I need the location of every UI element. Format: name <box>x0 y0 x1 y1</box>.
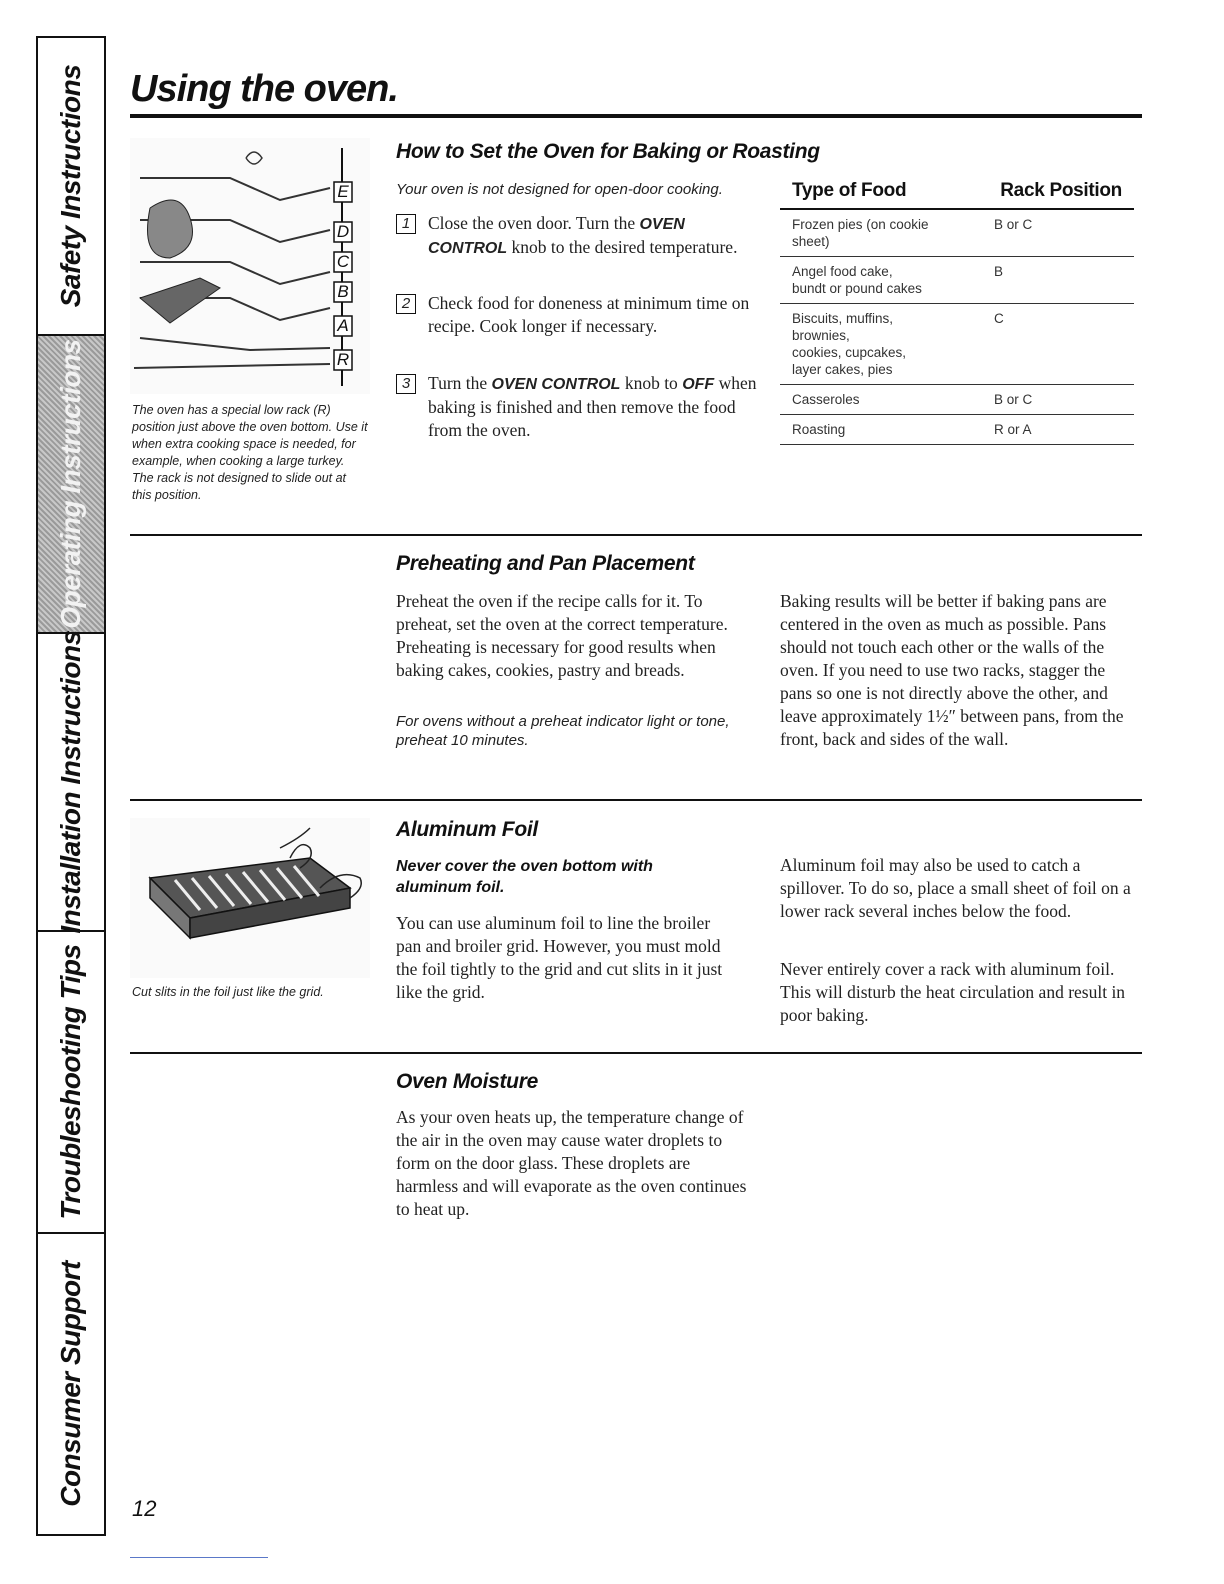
step-2: 2 Check food for doneness at minimum time on recipe. Cook longer if necessary. <box>396 292 756 362</box>
table-row <box>780 209 1134 257</box>
step-number: 1 <box>396 214 416 234</box>
oven-figure-caption: The oven has a special low rack (R) position just above the oven bottom. Use it when extra cooking space is needed, for example, when cooking a large turkey. The rack is not designed to slide out at this position. <box>132 403 368 502</box>
table-row <box>780 257 1134 304</box>
rack-cell: B or C <box>942 385 1134 415</box>
step-3: 3 Turn the OVEN CONTROL knob to OFF when baking is finished and then remove the food from the oven. <box>396 372 756 442</box>
rack-position-table <box>780 180 1134 445</box>
rack-letter-c: C <box>336 252 350 271</box>
table-row <box>780 304 1134 385</box>
preheating-text: Preheat the oven if the recipe calls for it. To preheat, set the oven at the correct temperature. Preheating is necessary for good results when baking cakes, cookies, pastry and breads. <box>396 591 728 680</box>
rack-letter-e: E <box>337 182 349 201</box>
moisture-heading: Oven Moisture <box>396 1070 538 1093</box>
rack-letter-d: D <box>336 222 350 241</box>
section-divider <box>130 534 1142 536</box>
tab-troubleshooting-tips[interactable] <box>38 932 104 1234</box>
rack-cell: B <box>942 257 1134 304</box>
table-row <box>780 415 1134 445</box>
off-keyword: OFF <box>682 376 715 393</box>
col-rack-position: Rack Position <box>942 180 1134 209</box>
footer-line <box>130 1557 268 1558</box>
baking-note: Your oven is not designed for open-door cooking. <box>396 181 723 198</box>
rack-letter-b: B <box>337 282 349 301</box>
title-rule <box>130 114 1142 118</box>
rack-cell: B or C <box>942 209 1134 257</box>
preheating-heading: Preheating and Pan Placement <box>396 552 695 575</box>
col-type-of-food: Type of Food <box>780 180 942 209</box>
section-divider <box>130 799 1142 801</box>
tab-label: Troubleshooting Tips <box>55 944 86 1220</box>
tab-label: Safety Instructions <box>55 64 86 308</box>
food-cell: Roasting <box>780 415 942 445</box>
foil-warning: Never cover the oven bottom with aluminum foil. <box>396 858 653 896</box>
sidebar-tabs <box>36 36 106 1536</box>
tab-label: Installation Instructions <box>55 630 86 934</box>
rack-cell: R or A <box>942 415 1134 445</box>
foil-text: You can use aluminum foil to line the broiler pan and broiler grid. However, you must mold the foil tightly to the grid and cut slits in it just like the grid. <box>396 913 723 1002</box>
page-number: 12 <box>132 1496 157 1521</box>
tab-consumer-support[interactable] <box>38 1234 104 1534</box>
oven-control-keyword: OVEN CONTROL <box>428 216 685 257</box>
rack-letter-a: A <box>337 316 349 335</box>
step-number: 3 <box>396 374 416 394</box>
oven-control-keyword: OVEN CONTROL <box>491 376 621 393</box>
foil-rack-warning-text: Never entirely cover a rack with aluminum foil. This will disturb the heat circulation and result in poor baking. <box>780 959 1126 1025</box>
tab-label: Consumer Support <box>55 1261 86 1507</box>
tab-safety-instructions[interactable] <box>38 38 104 336</box>
preheating-note: For ovens without a preheat indicator light or tone, preheat 10 minutes. <box>396 713 730 749</box>
step-1: 1 Close the oven door. Turn the OVEN CONTROL knob to the desired temperature. <box>396 212 756 282</box>
food-cell: Casseroles <box>780 385 942 415</box>
tab-installation-instructions[interactable] <box>38 630 104 934</box>
broiler-pan-foil-illustration <box>130 818 370 978</box>
foil-figure-caption: Cut slits in the foil just like the grid. <box>132 985 324 999</box>
page-title: Using the oven. <box>130 68 398 110</box>
food-cell: Angel food cake, bundt or pound cakes <box>780 257 942 304</box>
tab-operating-instructions[interactable] <box>38 336 104 634</box>
food-cell: Frozen pies (on cookie sheet) <box>780 209 942 257</box>
section-divider <box>130 1052 1142 1054</box>
rack-cell: C <box>942 304 1134 385</box>
step-number: 2 <box>396 294 416 314</box>
foil-spillover-text: Aluminum foil may also be used to catch a spillover. To do so, place a small sheet of foil on a lower rack several inches below the food. <box>780 855 1131 921</box>
foil-heading: Aluminum Foil <box>396 818 538 841</box>
pan-placement-text: Baking results will be better if baking pans are centered in the oven as much as possible. Pans should not touch each other or the walls of the oven. If you need to use two racks, stagger the pans so one is not directly above the other, and leave approximately 1½″ between pans, from the front, back and sides of the wall. <box>780 591 1124 749</box>
food-cell: Biscuits, muffins, brownies, cookies, cupcakes, layer cakes, pies <box>780 304 942 385</box>
tab-label: Operating Instructions <box>55 339 86 629</box>
baking-heading: How to Set the Oven for Baking or Roasting <box>396 140 820 163</box>
table-row <box>780 385 1134 415</box>
rack-letter-r: R <box>336 350 350 369</box>
moisture-text: As your oven heats up, the temperature change of the air in the oven may cause water droplets to form on the door glass. These droplets are harmless and will evaporate as the oven continues to heat up. <box>396 1107 747 1219</box>
